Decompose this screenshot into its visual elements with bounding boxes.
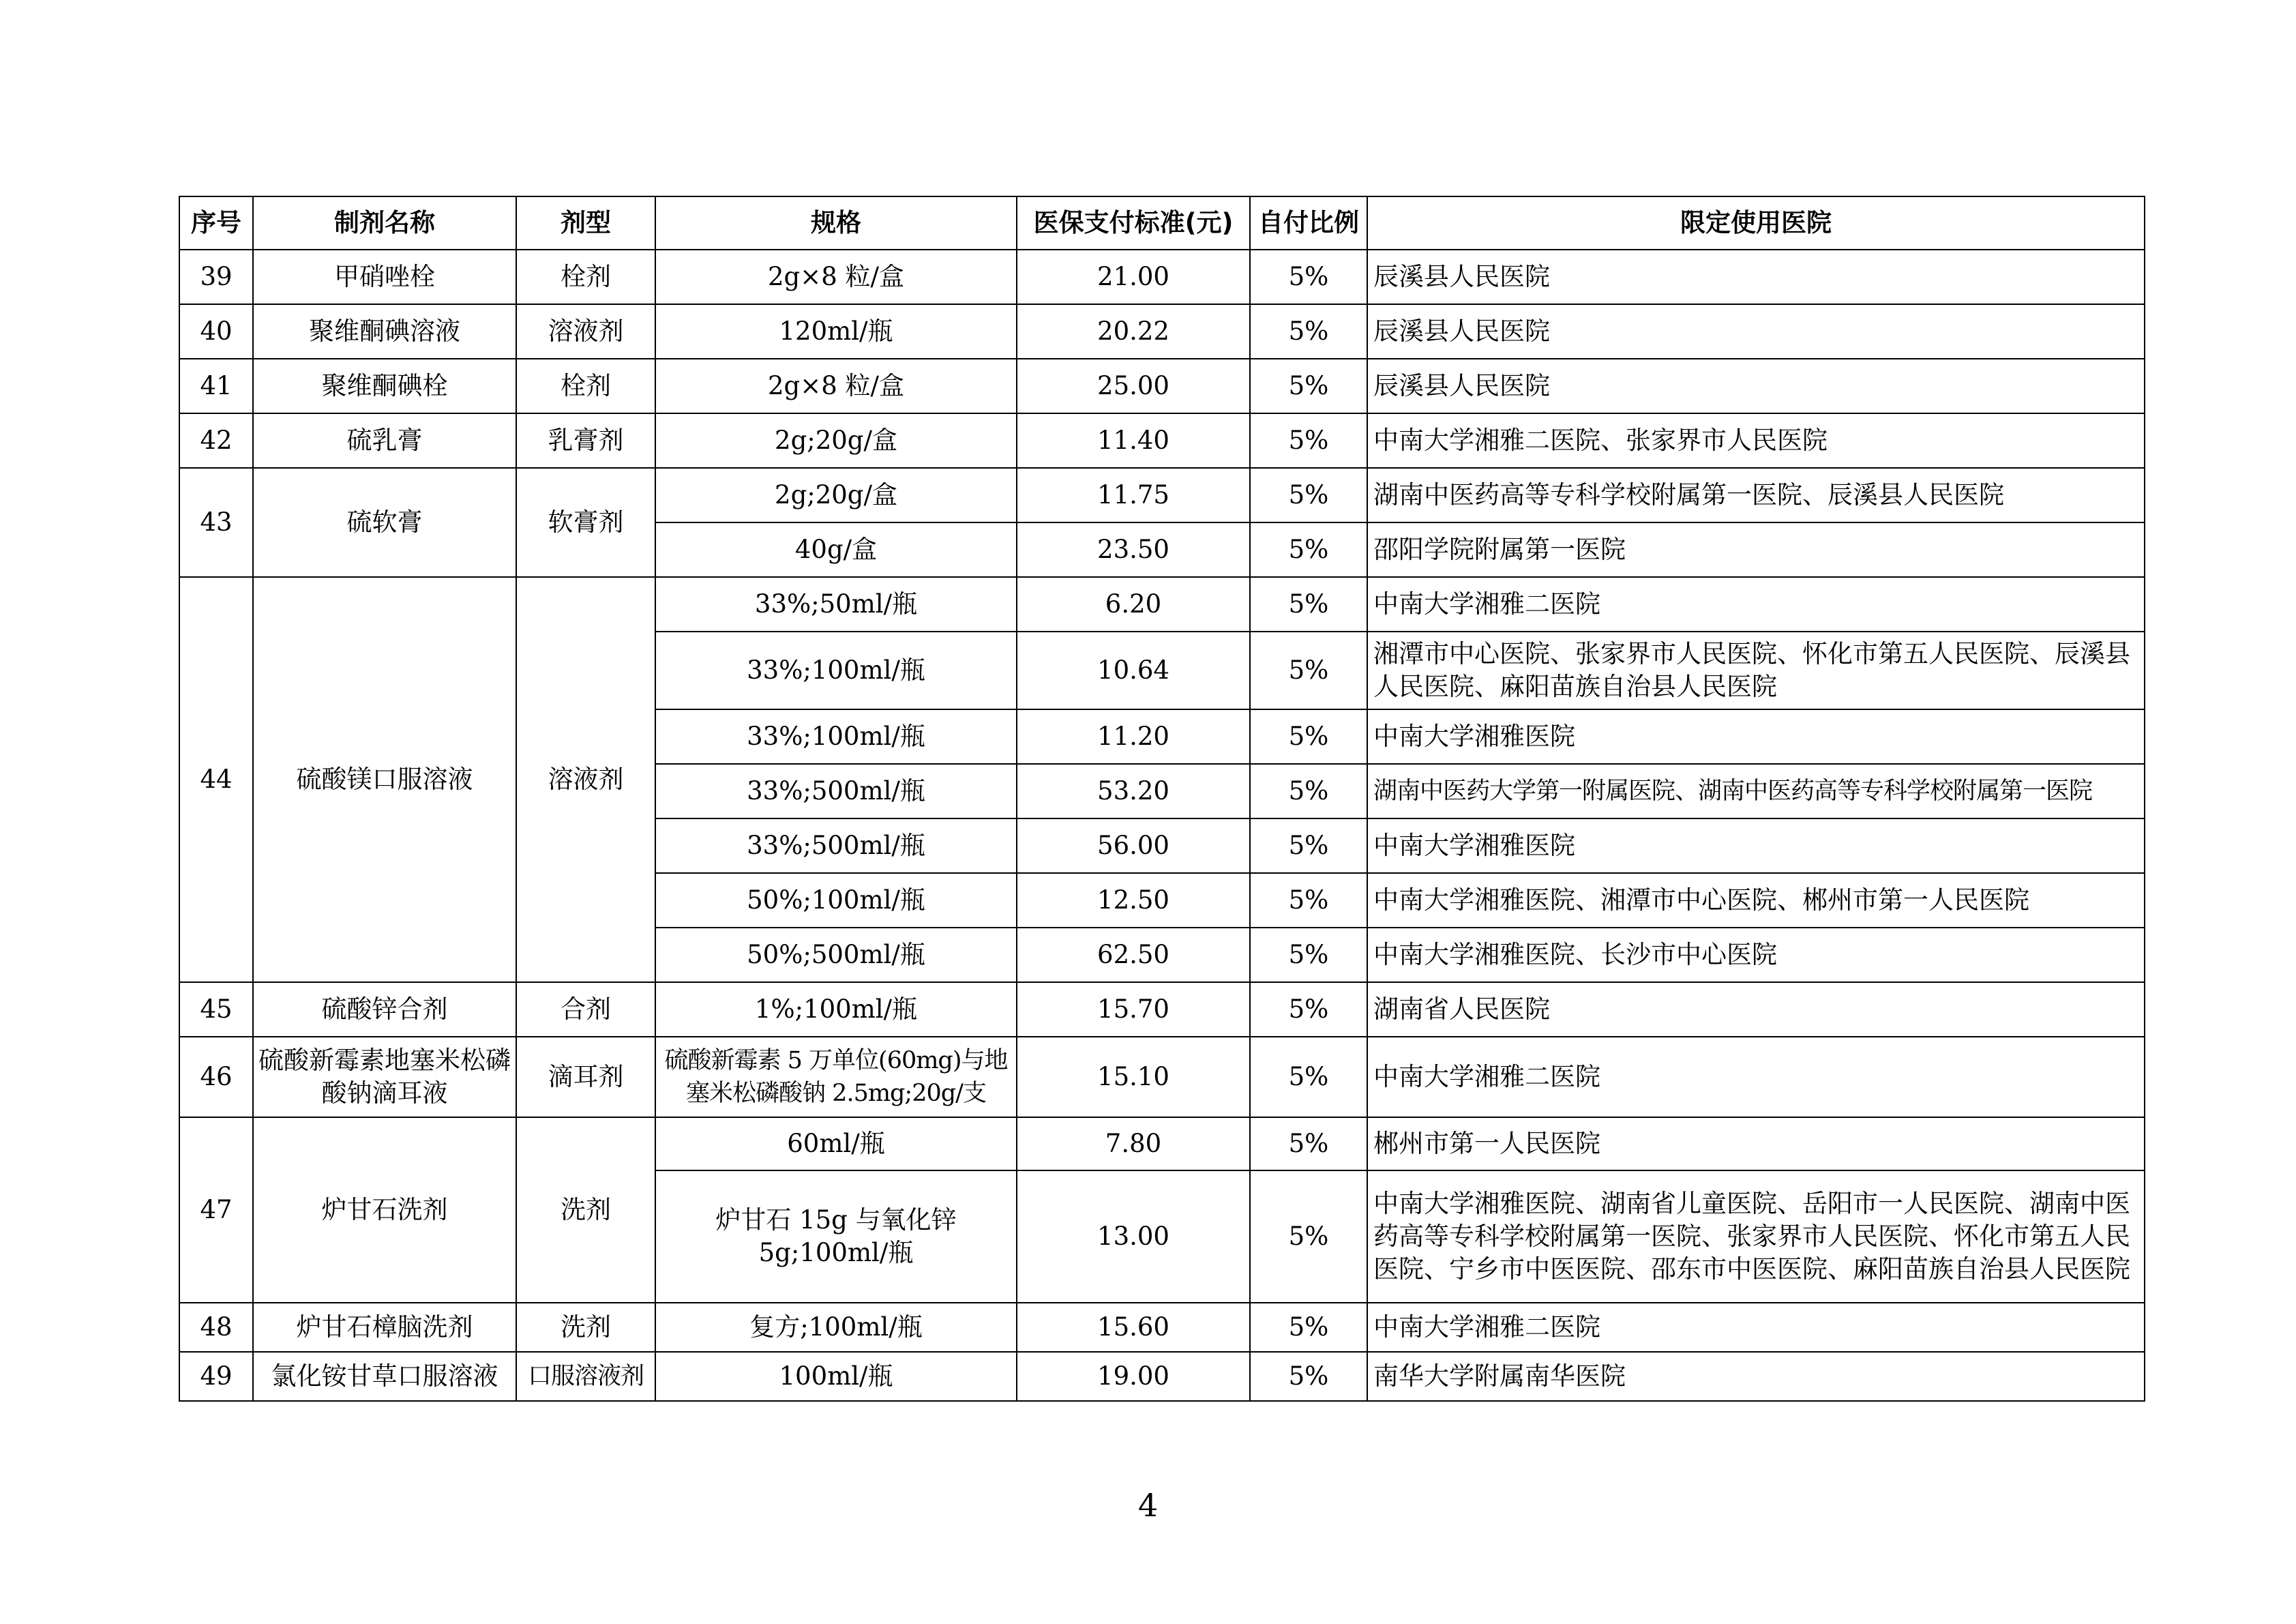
cell-hospital: 湘潭市中心医院、张家界市人民医院、怀化市第五人民医院、辰溪县人民医院、麻阳苗族自治县人民医院 (1367, 632, 2145, 709)
cell-price: 19.00 (1017, 1352, 1250, 1401)
page-number: 4 (1137, 1487, 1159, 1524)
cell-ratio: 5% (1250, 468, 1367, 522)
cell-spec: 33%;500ml/瓶 (655, 818, 1017, 873)
header-price: 医保支付标准(元) (1017, 196, 1250, 250)
table-row (179, 359, 2145, 413)
cell-price: 7.80 (1017, 1117, 1250, 1170)
cell-seq: 41 (179, 359, 253, 413)
cell-hospital: 辰溪县人民医院 (1367, 304, 2145, 359)
cell-price: 62.50 (1017, 928, 1250, 982)
cell-ratio: 5% (1250, 250, 1367, 304)
cell-form: 栓剂 (516, 359, 655, 413)
cell-form: 洗剂 (516, 1303, 655, 1352)
cell-form: 洗剂 (516, 1117, 655, 1303)
cell-price: 21.00 (1017, 250, 1250, 304)
cell-ratio: 5% (1250, 632, 1367, 709)
cell-spec: 2g;20g/盒 (655, 468, 1017, 522)
cell-form: 软膏剂 (516, 468, 655, 577)
cell-price: 15.70 (1017, 982, 1250, 1037)
cell-price: 15.10 (1017, 1037, 1250, 1117)
header-hospital: 限定使用医院 (1367, 196, 2145, 250)
cell-seq: 43 (179, 468, 253, 577)
cell-price: 53.20 (1017, 764, 1250, 818)
cell-hospital: 中南大学湘雅医院、湖南省儿童医院、岳阳市一人民医院、湖南中医药高等专科学校附属第一医院、张家界市人民医院、怀化市第五人民医院、宁乡市中医医院、邵东市中医医院、麻阳苗族自治县人民医院 (1367, 1170, 2145, 1303)
cell-ratio: 5% (1250, 764, 1367, 818)
cell-hospital: 辰溪县人民医院 (1367, 250, 2145, 304)
cell-name: 甲硝唑栓 (253, 250, 516, 304)
cell-spec: 炉甘石 15g 与氧化锌 5g;100ml/瓶 (655, 1170, 1017, 1303)
cell-price: 12.50 (1017, 873, 1250, 928)
cell-seq: 45 (179, 982, 253, 1037)
cell-price: 11.20 (1017, 709, 1250, 764)
cell-price: 10.64 (1017, 632, 1250, 709)
cell-spec: 50%;500ml/瓶 (655, 928, 1017, 982)
table-row (179, 1303, 2145, 1352)
cell-seq: 44 (179, 577, 253, 982)
cell-hospital: 辰溪县人民医院 (1367, 359, 2145, 413)
cell-seq: 48 (179, 1303, 253, 1352)
cell-hospital: 中南大学湘雅医院 (1367, 818, 2145, 873)
cell-spec: 33%;100ml/瓶 (655, 709, 1017, 764)
cell-name: 氯化铵甘草口服溶液 (253, 1352, 516, 1401)
cell-ratio: 5% (1250, 304, 1367, 359)
cell-spec: 33%;100ml/瓶 (655, 632, 1017, 709)
cell-name: 硫酸新霉素地塞米松磷酸钠滴耳液 (253, 1037, 516, 1117)
cell-hospital: 中南大学湘雅医院 (1367, 709, 2145, 764)
cell-seq: 47 (179, 1117, 253, 1303)
cell-hospital: 南华大学附属南华医院 (1367, 1352, 2145, 1401)
cell-spec: 2g;20g/盒 (655, 413, 1017, 468)
cell-seq: 46 (179, 1037, 253, 1117)
cell-ratio: 5% (1250, 522, 1367, 577)
drug-price-table (179, 196, 2145, 1402)
cell-hospital: 湖南省人民医院 (1367, 982, 2145, 1037)
cell-hospital: 湖南中医药大学第一附属医院、湖南中医药高等专科学校附属第一医院 (1367, 764, 2145, 818)
cell-hospital: 湖南中医药高等专科学校附属第一医院、辰溪县人民医院 (1367, 468, 2145, 522)
cell-spec: 33%;50ml/瓶 (655, 577, 1017, 632)
cell-price: 25.00 (1017, 359, 1250, 413)
cell-ratio: 5% (1250, 709, 1367, 764)
table-row (179, 1352, 2145, 1401)
cell-hospital: 邵阳学院附属第一医院 (1367, 522, 2145, 577)
cell-spec: 33%;500ml/瓶 (655, 764, 1017, 818)
cell-spec: 2g×8 粒/盒 (655, 250, 1017, 304)
cell-price: 11.40 (1017, 413, 1250, 468)
cell-spec: 120ml/瓶 (655, 304, 1017, 359)
cell-hospital: 中南大学湘雅二医院 (1367, 1303, 2145, 1352)
cell-ratio: 5% (1250, 873, 1367, 928)
cell-form: 滴耳剂 (516, 1037, 655, 1117)
cell-name: 聚维酮碘栓 (253, 359, 516, 413)
table-row (179, 250, 2145, 304)
cell-spec: 复方;100ml/瓶 (655, 1303, 1017, 1352)
cell-price: 20.22 (1017, 304, 1250, 359)
cell-price: 6.20 (1017, 577, 1250, 632)
table-row (179, 982, 2145, 1037)
cell-seq: 42 (179, 413, 253, 468)
cell-price: 13.00 (1017, 1170, 1250, 1303)
cell-price: 56.00 (1017, 818, 1250, 873)
cell-spec: 40g/盒 (655, 522, 1017, 577)
cell-price: 15.60 (1017, 1303, 1250, 1352)
cell-ratio: 5% (1250, 1037, 1367, 1117)
cell-hospital: 中南大学湘雅二医院 (1367, 1037, 2145, 1117)
cell-form: 溶液剂 (516, 577, 655, 982)
cell-ratio: 5% (1250, 1303, 1367, 1352)
cell-hospital: 中南大学湘雅二医院 (1367, 577, 2145, 632)
cell-spec: 1%;100ml/瓶 (655, 982, 1017, 1037)
table-header-row (179, 196, 2145, 250)
cell-ratio: 5% (1250, 818, 1367, 873)
table-row (179, 1037, 2145, 1117)
header-spec: 规格 (655, 196, 1017, 250)
cell-name: 硫酸锌合剂 (253, 982, 516, 1037)
table-row (179, 304, 2145, 359)
cell-form: 乳膏剂 (516, 413, 655, 468)
cell-spec: 60ml/瓶 (655, 1117, 1017, 1170)
cell-form: 合剂 (516, 982, 655, 1037)
cell-name: 硫酸镁口服溶液 (253, 577, 516, 982)
cell-name: 炉甘石洗剂 (253, 1117, 516, 1303)
cell-ratio: 5% (1250, 1352, 1367, 1401)
table-row (179, 1117, 2145, 1170)
cell-ratio: 5% (1250, 359, 1367, 413)
cell-name: 硫软膏 (253, 468, 516, 577)
cell-form: 栓剂 (516, 250, 655, 304)
cell-name: 硫乳膏 (253, 413, 516, 468)
table-row (179, 577, 2145, 632)
cell-spec: 50%;100ml/瓶 (655, 873, 1017, 928)
cell-hospital: 中南大学湘雅二医院、张家界市人民医院 (1367, 413, 2145, 468)
header-ratio: 自付比例 (1250, 196, 1367, 250)
cell-ratio: 5% (1250, 577, 1367, 632)
header-form: 剂型 (516, 196, 655, 250)
cell-spec: 2g×8 粒/盒 (655, 359, 1017, 413)
cell-name: 聚维酮碘溶液 (253, 304, 516, 359)
cell-ratio: 5% (1250, 982, 1367, 1037)
cell-spec: 硫酸新霉素 5 万单位(60mg)与地塞米松磷酸钠 2.5mg;20g/支 (655, 1037, 1017, 1117)
cell-price: 11.75 (1017, 468, 1250, 522)
cell-form: 溶液剂 (516, 304, 655, 359)
header-name: 制剂名称 (253, 196, 516, 250)
cell-spec: 100ml/瓶 (655, 1352, 1017, 1401)
cell-ratio: 5% (1250, 1170, 1367, 1303)
cell-ratio: 5% (1250, 413, 1367, 468)
table-row (179, 468, 2145, 522)
cell-price: 23.50 (1017, 522, 1250, 577)
cell-seq: 40 (179, 304, 253, 359)
cell-seq: 39 (179, 250, 253, 304)
cell-hospital: 郴州市第一人民医院 (1367, 1117, 2145, 1170)
cell-hospital: 中南大学湘雅医院、长沙市中心医院 (1367, 928, 2145, 982)
cell-ratio: 5% (1250, 1117, 1367, 1170)
cell-name: 炉甘石樟脑洗剂 (253, 1303, 516, 1352)
cell-ratio: 5% (1250, 928, 1367, 982)
header-seq: 序号 (179, 196, 253, 250)
table-row (179, 413, 2145, 468)
cell-hospital: 中南大学湘雅医院、湘潭市中心医院、郴州市第一人民医院 (1367, 873, 2145, 928)
cell-form: 口服溶液剂 (516, 1352, 655, 1401)
cell-seq: 49 (179, 1352, 253, 1401)
